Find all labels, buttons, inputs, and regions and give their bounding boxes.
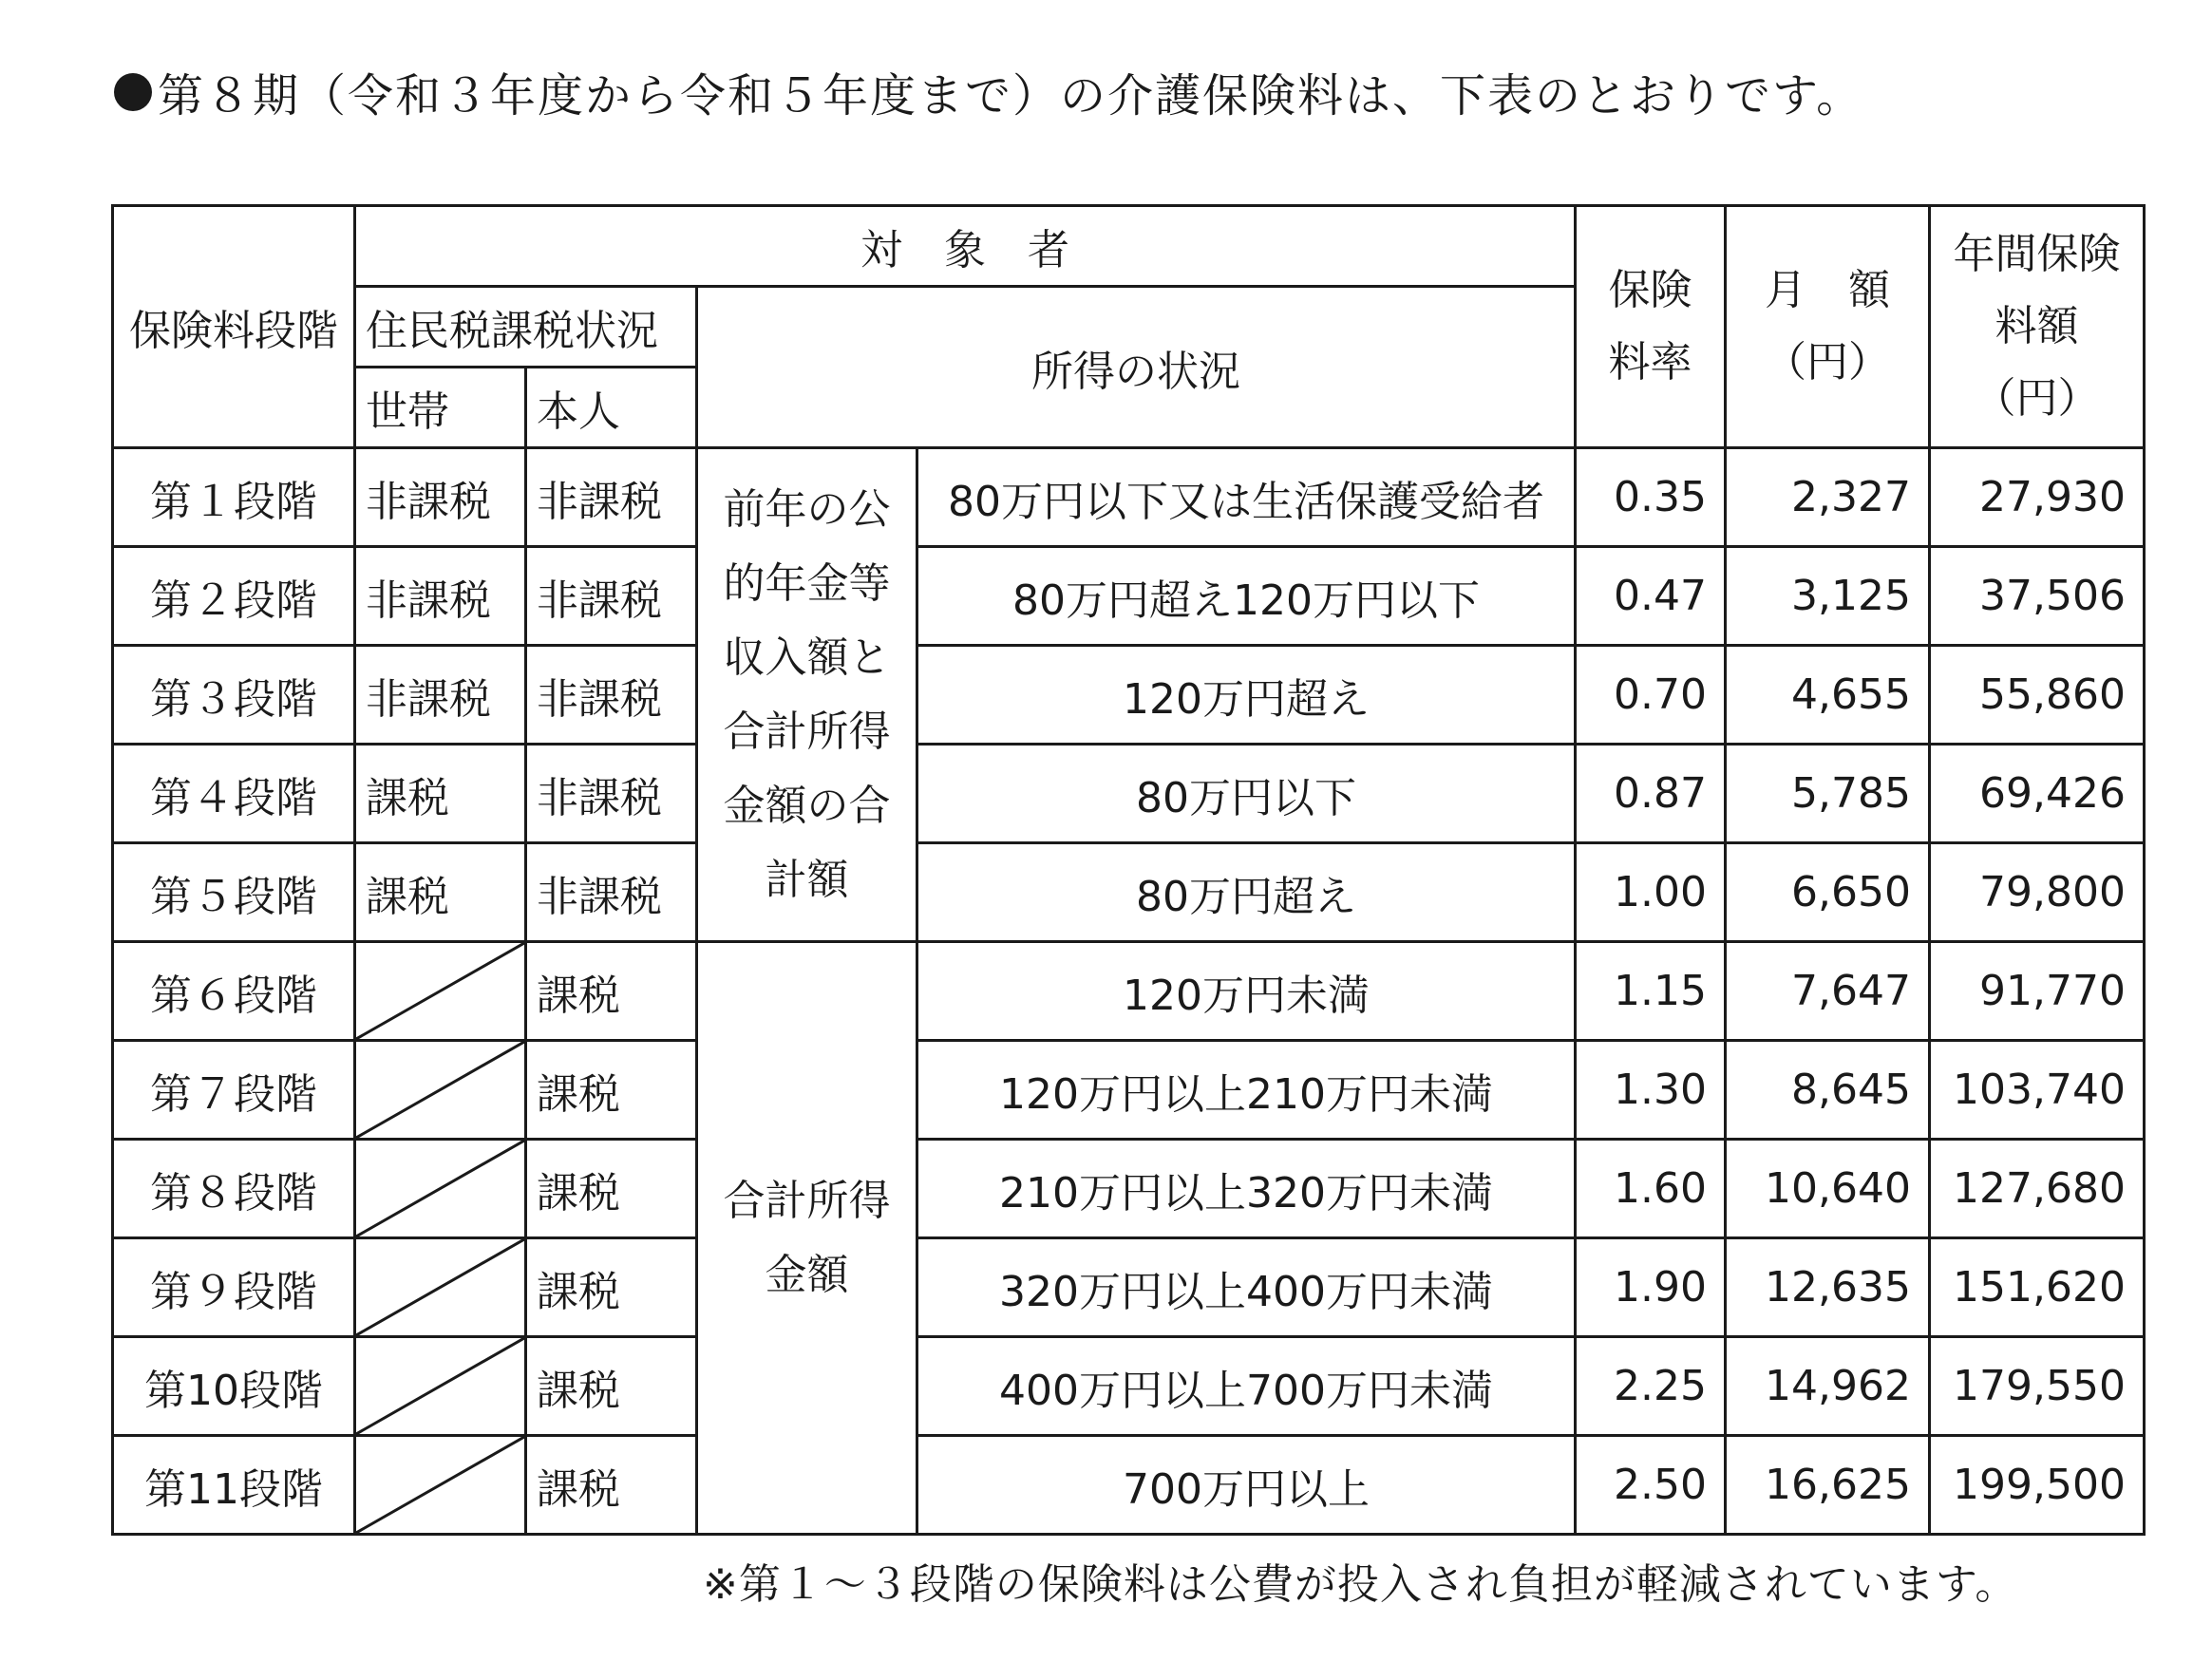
income-cell: 400万円以上700万円未満 xyxy=(917,1337,1576,1436)
header-rate xyxy=(1576,206,1726,448)
table-row xyxy=(113,547,2145,646)
household-cell: 非課税 xyxy=(355,448,526,547)
rate-cell: 1.00 xyxy=(1576,843,1726,942)
income-cell: 120万円超え xyxy=(917,646,1576,745)
annual-cell: 79,800 xyxy=(1930,843,2145,942)
person-cell: 課税 xyxy=(526,1436,697,1535)
rate-cell: 2.25 xyxy=(1576,1337,1726,1436)
stage-cell: 第７段階 xyxy=(113,1041,355,1140)
income-cell: 80万円超え120万円以下 xyxy=(917,547,1576,646)
header-tax-status: 住民税課税状況 xyxy=(355,287,697,368)
heading-text: 第８期（令和３年度から令和５年度まで）の介護保険料は、下表のとおりです。 xyxy=(158,69,1864,123)
header-annual-text: 年間保険料額（円） xyxy=(1953,230,2121,423)
table-row xyxy=(113,1238,2145,1337)
person-cell: 非課税 xyxy=(526,646,697,745)
diagonal-slash xyxy=(356,1338,524,1434)
person-cell: 課税 xyxy=(526,1337,697,1436)
diagonal-slash xyxy=(356,1239,524,1335)
premium-table xyxy=(111,204,2146,1536)
person-cell: 非課税 xyxy=(526,745,697,843)
monthly-cell: 7,647 xyxy=(1726,942,1930,1041)
table-row xyxy=(113,942,2145,1041)
monthly-cell: 3,125 xyxy=(1726,547,1930,646)
table-row xyxy=(113,1337,2145,1436)
household-slash-cell xyxy=(355,1140,526,1238)
monthly-cell: 4,655 xyxy=(1726,646,1930,745)
income-group-total xyxy=(697,942,917,1535)
stage-cell: 第６段階 xyxy=(113,942,355,1041)
stage-cell: 第４段階 xyxy=(113,745,355,843)
header-household: 世帯 xyxy=(355,368,526,448)
table-row xyxy=(113,1041,2145,1140)
income-group-pension xyxy=(697,448,917,942)
stage-cell: 第９段階 xyxy=(113,1238,355,1337)
household-slash-cell xyxy=(355,1041,526,1140)
header-monthly-text: 月 額（円） xyxy=(1765,266,1890,387)
stage-cell: 第３段階 xyxy=(113,646,355,745)
person-cell: 課税 xyxy=(526,1140,697,1238)
income-cell: 80万円超え xyxy=(917,843,1576,942)
person-cell: 非課税 xyxy=(526,448,697,547)
annual-cell: 103,740 xyxy=(1930,1041,2145,1140)
table-row xyxy=(113,843,2145,942)
annual-cell: 151,620 xyxy=(1930,1238,2145,1337)
person-cell: 非課税 xyxy=(526,843,697,942)
household-cell: 非課税 xyxy=(355,646,526,745)
monthly-cell: 5,785 xyxy=(1726,745,1930,843)
diagonal-slash xyxy=(356,1042,524,1138)
table-row xyxy=(113,1140,2145,1238)
household-cell: 非課税 xyxy=(355,547,526,646)
rate-cell: 1.30 xyxy=(1576,1041,1726,1140)
header-monthly xyxy=(1726,206,1930,448)
bullet-icon xyxy=(114,73,152,111)
person-cell: 課税 xyxy=(526,942,697,1041)
stage-cell: 第11段階 xyxy=(113,1436,355,1535)
stage-cell: 第10段階 xyxy=(113,1337,355,1436)
rate-cell: 2.50 xyxy=(1576,1436,1726,1535)
income-cell: 120万円以上210万円未満 xyxy=(917,1041,1576,1140)
annual-cell: 27,930 xyxy=(1930,448,2145,547)
person-cell: 非課税 xyxy=(526,547,697,646)
household-cell: 課税 xyxy=(355,843,526,942)
rate-cell: 0.47 xyxy=(1576,547,1726,646)
table-row xyxy=(113,745,2145,843)
header-person: 本人 xyxy=(526,368,697,448)
page-heading xyxy=(114,59,1863,124)
annual-cell: 91,770 xyxy=(1930,942,2145,1041)
table-row xyxy=(113,1436,2145,1535)
table-row xyxy=(113,646,2145,745)
header-annual xyxy=(1930,206,2145,448)
rate-cell: 1.15 xyxy=(1576,942,1726,1041)
income-cell: 700万円以上 xyxy=(917,1436,1576,1535)
annual-cell: 37,506 xyxy=(1930,547,2145,646)
diagonal-slash xyxy=(356,943,524,1039)
rate-cell: 1.90 xyxy=(1576,1238,1726,1337)
footnote: ※第１～３段階の保険料は公費が投入され負担が軽減されています。 xyxy=(703,1560,2018,1609)
header-rate-text: 保険料率 xyxy=(1608,266,1692,387)
income-group-total-label: 合計所得金額 xyxy=(723,1176,891,1299)
diagonal-slash xyxy=(356,1437,524,1533)
monthly-cell: 10,640 xyxy=(1726,1140,1930,1238)
monthly-cell: 14,962 xyxy=(1726,1337,1930,1436)
person-cell: 課税 xyxy=(526,1041,697,1140)
monthly-cell: 6,650 xyxy=(1726,843,1930,942)
annual-cell: 199,500 xyxy=(1930,1436,2145,1535)
header-stage: 保険料段階 xyxy=(113,206,355,448)
stage-cell: 第２段階 xyxy=(113,547,355,646)
household-slash-cell xyxy=(355,942,526,1041)
annual-cell: 179,550 xyxy=(1930,1337,2145,1436)
annual-cell: 69,426 xyxy=(1930,745,2145,843)
monthly-cell: 8,645 xyxy=(1726,1041,1930,1140)
household-cell: 課税 xyxy=(355,745,526,843)
header-income-status: 所得の状況 xyxy=(697,287,1576,448)
household-slash-cell xyxy=(355,1238,526,1337)
annual-cell: 127,680 xyxy=(1930,1140,2145,1238)
diagonal-slash xyxy=(356,1141,524,1236)
income-cell: 80万円以下 xyxy=(917,745,1576,843)
income-cell: 80万円以下又は生活保護受給者 xyxy=(917,448,1576,547)
person-cell: 課税 xyxy=(526,1238,697,1337)
monthly-cell: 2,327 xyxy=(1726,448,1930,547)
household-slash-cell xyxy=(355,1337,526,1436)
header-target: 対 象 者 xyxy=(355,206,1576,287)
monthly-cell: 12,635 xyxy=(1726,1238,1930,1337)
rate-cell: 0.70 xyxy=(1576,646,1726,745)
income-group-pension-label: 前年の公的年金等収入額と合計所得金額の合計額 xyxy=(723,484,891,904)
rate-cell: 0.35 xyxy=(1576,448,1726,547)
household-slash-cell xyxy=(355,1436,526,1535)
income-cell: 320万円以上400万円未満 xyxy=(917,1238,1576,1337)
income-cell: 210万円以上320万円未満 xyxy=(917,1140,1576,1238)
annual-cell: 55,860 xyxy=(1930,646,2145,745)
table-row xyxy=(113,448,2145,547)
rate-cell: 1.60 xyxy=(1576,1140,1726,1238)
income-cell: 120万円未満 xyxy=(917,942,1576,1041)
rate-cell: 0.87 xyxy=(1576,745,1726,843)
stage-cell: 第１段階 xyxy=(113,448,355,547)
monthly-cell: 16,625 xyxy=(1726,1436,1930,1535)
stage-cell: 第８段階 xyxy=(113,1140,355,1238)
stage-cell: 第５段階 xyxy=(113,843,355,942)
